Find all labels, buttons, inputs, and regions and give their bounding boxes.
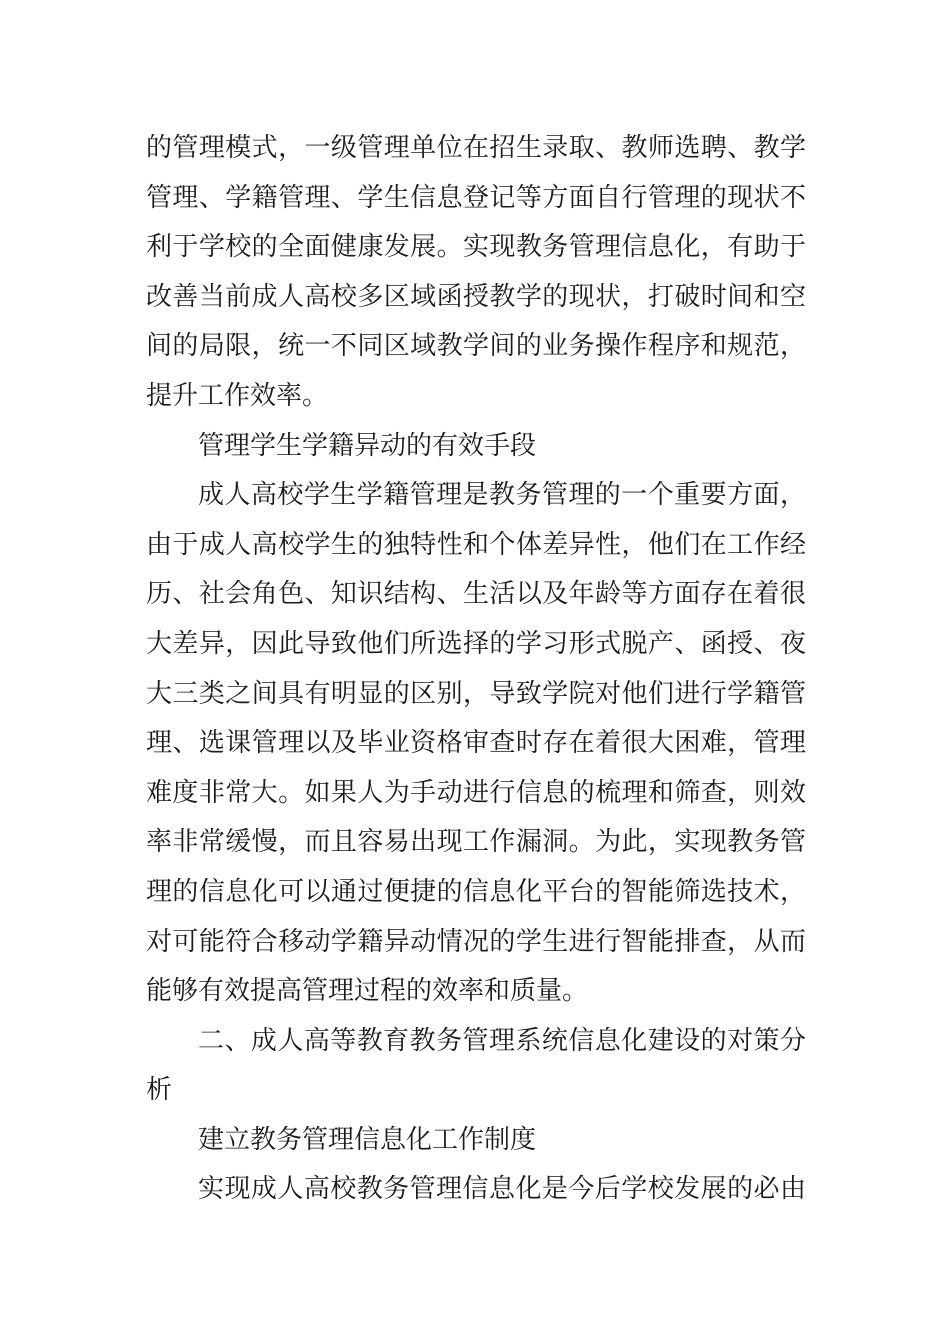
text-line: 由于成人高校学生的独特性和个体差异性，他们在工作经	[146, 529, 806, 560]
text-line: 对可能符合移动学籍异动情况的学生进行智能排查，从而	[146, 926, 806, 957]
text-line: 历、社会角色、知识结构、生活以及年龄等方面存在着很	[146, 579, 806, 610]
text-line: 间的局限，统一不同区域教学间的业务操作程序和规范，	[146, 331, 806, 362]
text-line: 提升工作效率。	[146, 380, 329, 411]
text-line: 利于学校的全面健康发展。实现教务管理信息化，有助于	[146, 232, 806, 263]
section-heading: 建立教务管理信息化工作制度	[198, 1124, 537, 1155]
text-line: 难度非常大。如果人为手动进行信息的梳理和筛查，则效	[146, 777, 806, 808]
text-line: 理的信息化可以通过便捷的信息化平台的智能筛选技术，	[146, 876, 806, 907]
section-heading: 二、成人高等教育教务管理系统信息化建设的对策分	[198, 1025, 806, 1056]
text-line: 改善当前成人高校多区域函授教学的现状，打破时间和空	[146, 281, 806, 312]
text-line: 实现成人高校教务管理信息化是今后学校发展的必由	[198, 1174, 806, 1205]
text-line: 大三类之间具有明显的区别，导致学院对他们进行学籍管	[146, 678, 806, 709]
text-line: 成人高校学生学籍管理是教务管理的一个重要方面，	[198, 480, 806, 511]
text-line: 率非常缓慢，而且容易出现工作漏洞。为此，实现教务管	[146, 827, 806, 858]
text-line: 的管理模式，一级管理单位在招生录取、教师选聘、教学	[146, 133, 806, 163]
text-line: 能够有效提高管理过程的效率和质量。	[146, 976, 589, 1007]
text-line: 管理、学籍管理、学生信息登记等方面自行管理的现状不	[146, 182, 806, 213]
section-heading: 析	[146, 1075, 173, 1106]
text-line: 大差异，因此导致他们所选择的学习形式脱产、函授、夜	[146, 628, 806, 659]
text-line: 理、选课管理以及毕业资格审查时存在着很大困难，管理	[146, 728, 806, 759]
document-body	[146, 124, 806, 1215]
section-heading: 管理学生学籍异动的有效手段	[198, 430, 537, 461]
